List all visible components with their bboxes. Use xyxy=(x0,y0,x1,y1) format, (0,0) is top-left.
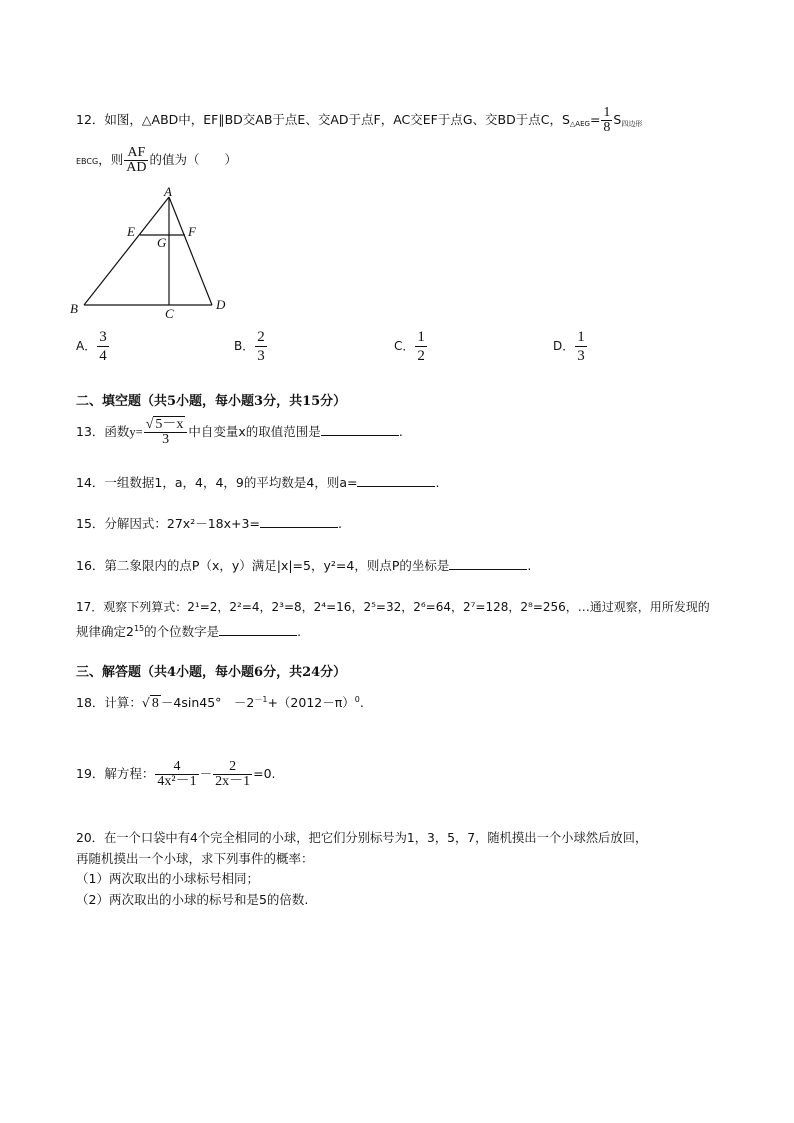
section-3-heading: 三、解答题（共4小题，每小题6分，共24分） xyxy=(76,665,347,680)
question-15 xyxy=(76,514,342,534)
q19-minus: － xyxy=(199,766,213,781)
q12-fraction xyxy=(601,106,612,135)
label-g: G xyxy=(157,235,167,250)
sqrt-symbol: √ xyxy=(141,695,150,710)
q12-ebcg: EBCG xyxy=(76,157,99,166)
q19-fraction-1 xyxy=(155,760,198,789)
question-12-line1 xyxy=(76,106,642,135)
label-a: A xyxy=(164,185,172,199)
option-d[interactable] xyxy=(553,328,588,365)
question-14 xyxy=(76,473,439,493)
q14-text: 14．一组数据1，a，4，4，9的平均数是4，则a= xyxy=(76,475,358,490)
option-c-label: C． xyxy=(394,339,415,353)
option-a-label: A． xyxy=(76,339,97,353)
label-d: D xyxy=(216,297,226,312)
line-ab xyxy=(84,197,169,305)
q17-line2-post: 的个位数字是 xyxy=(144,624,220,639)
q12-text: 12．如图，△ABD中，EF∥BD交AB于点E、交AD于点F，AC交EF于点G、交BD于点C，S xyxy=(76,112,570,127)
option-d-fraction xyxy=(575,328,587,365)
option-a-fraction xyxy=(97,328,109,365)
line-ad xyxy=(169,197,212,305)
option-b-label: B． xyxy=(234,339,255,353)
question-20-part1: （1）两次取出的小球标号相同； xyxy=(76,871,259,886)
q12-frac-num: 1 xyxy=(603,105,611,120)
q12-s-subscript: △AEG xyxy=(569,120,590,128)
option-d-den: 3 xyxy=(577,348,585,364)
q18-exponent-0: 0 xyxy=(354,695,360,704)
option-d-num: 1 xyxy=(577,329,585,345)
q17-answer-blank[interactable] xyxy=(219,623,297,636)
q18-mid: －4sin45° －2 xyxy=(160,695,255,710)
q19-den-1: 4x²－1 xyxy=(157,774,197,789)
option-b-fraction xyxy=(255,328,267,365)
sqrt-symbol: √ xyxy=(145,417,154,432)
option-c-den: 2 xyxy=(417,348,425,364)
q19-den-2: 2x－1 xyxy=(215,774,251,789)
option-b-num: 2 xyxy=(257,329,265,345)
question-16 xyxy=(76,556,531,576)
option-a-den: 4 xyxy=(99,348,107,364)
question-13 xyxy=(76,418,403,447)
q13-numerator xyxy=(144,418,188,433)
q15-text: 15．分解因式：27x²－18x+3= xyxy=(76,516,260,531)
label-b: B xyxy=(70,301,78,316)
option-c-num: 1 xyxy=(417,329,425,345)
section-2-heading: 二、填空题（共5小题，每小题3分，共15分） xyxy=(76,394,347,409)
q17-line2-pre: 规律确定2 xyxy=(76,624,134,639)
question-12-line2 xyxy=(76,146,237,175)
q18-exponent-1: －1 xyxy=(254,695,268,704)
question-19 xyxy=(76,760,276,789)
q19-pre: 19．解方程： xyxy=(76,766,155,781)
q12-then: ，则 xyxy=(98,152,124,167)
question-18 xyxy=(76,690,364,714)
q13-pre: 13．函数 xyxy=(76,424,130,439)
option-b-den: 3 xyxy=(257,348,265,364)
q13-fraction xyxy=(144,418,188,447)
option-c-fraction xyxy=(415,328,427,365)
q19-num-1: 4 xyxy=(155,760,198,775)
q12-question-end: 的值为（ ） xyxy=(149,152,237,167)
q15-end: . xyxy=(337,516,342,531)
q18-pre: 18．计算： xyxy=(76,695,142,710)
q13-post: 中自变量x的取值范围是 xyxy=(188,424,321,439)
q14-answer-blank[interactable] xyxy=(357,474,435,487)
q16-text: 16．第二象限内的点P（x，y）满足|x|=5，y²=4，则点P的坐标是 xyxy=(76,558,450,573)
label-c: C xyxy=(165,306,174,320)
q19-num-2: 2 xyxy=(213,760,252,775)
question-17-line2 xyxy=(76,619,301,642)
q16-end: . xyxy=(527,558,532,573)
label-e: E xyxy=(127,224,135,239)
q13-answer-blank[interactable] xyxy=(321,423,399,436)
option-c[interactable] xyxy=(394,328,428,365)
q18-radicand: 8 xyxy=(151,696,159,711)
q12-af-ad-fraction xyxy=(124,146,148,175)
q18-post: +（2012－π） xyxy=(267,695,355,710)
q15-answer-blank[interactable] xyxy=(260,515,338,528)
q13-radicand: 5－x xyxy=(155,417,184,432)
q13-y: y= xyxy=(129,425,143,439)
q16-answer-blank[interactable] xyxy=(449,557,527,570)
q19-end: =0. xyxy=(253,766,276,781)
q12-ad: AD xyxy=(126,160,147,175)
q13-den: 3 xyxy=(162,432,170,447)
q12-equals: = xyxy=(589,112,601,127)
option-a[interactable] xyxy=(76,328,110,365)
q12-af: AF xyxy=(124,146,148,161)
q18-end: . xyxy=(359,695,364,710)
q12-frac-den: 8 xyxy=(603,120,611,135)
label-f: F xyxy=(188,224,196,239)
q17-exponent: 15 xyxy=(133,624,145,633)
q17-end: . xyxy=(297,624,302,639)
question-20-line2: 再随机摸出一个小球，求下列事件的概率： xyxy=(76,851,314,866)
q12-s2-subscript: 四边形 xyxy=(621,120,643,128)
option-a-num: 3 xyxy=(99,329,107,345)
question-20-part2: （2）两次取出的小球的标号和是5的倍数. xyxy=(76,892,309,907)
option-d-label: D． xyxy=(553,339,575,353)
question-17-line1: 17．观察下列算式：2¹=2，2²=4，2³=8，2⁴=16，2⁵=32，2⁶=64，2⁷=128，2⁸=256，…通过观察，用所发现的 xyxy=(76,600,710,614)
q13-end: . xyxy=(398,424,403,439)
q12-s2: S xyxy=(613,112,622,127)
q18-sqrt xyxy=(142,693,161,714)
triangle-figure xyxy=(66,185,241,320)
q19-fraction-2 xyxy=(213,760,252,789)
option-b[interactable] xyxy=(234,328,268,365)
q14-end: . xyxy=(435,475,440,490)
question-20-line1: 20．在一个口袋中有4个完全相同的小球，把它们分别标号为1，3，5，7，随机摸出一个小球然后放回， xyxy=(76,831,648,845)
